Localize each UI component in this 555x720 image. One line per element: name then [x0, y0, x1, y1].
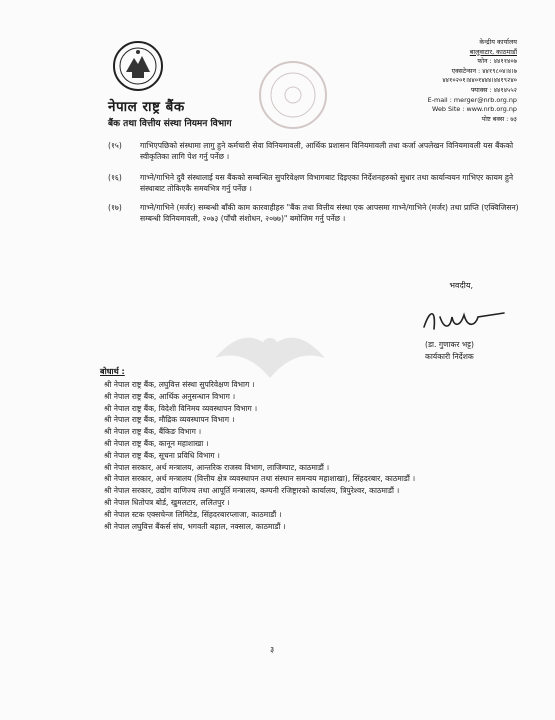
clause-text: गाभ्ने/गाभिने दुवै संस्थालाई यस बैंकको सम्बन्धित सुपरिवेक्षण विभागबाट दिइएका निर्देशनहरुको सुधार तथा कार्यान्वयन गाभिएर कायम हुने संस्थाबाट तोकिएकै समयभित्र गर्नु पर्नेछ । [140, 173, 514, 194]
cc-item: श्री नेपाल सरकार, अर्थ मन्त्रालय, आन्तरिक राजस्व विभाग, लाजिम्पाट, काठमाडौं । [104, 462, 330, 472]
signer-title: कार्यकारी निर्देशक [425, 352, 474, 361]
signature-icon [420, 305, 510, 335]
contact-line: फोन : ४४११४०७ [477, 57, 517, 66]
cc-item: श्री नेपाल धितोपत्र बोर्ड, खुमलटार, ललितपुर । [104, 497, 230, 507]
cc-item: श्री नेपाल लघुवित्त बैंकर्स संघ, भगवती बहाल, नक्साल, काठमाडौं । [104, 521, 286, 531]
org-name: नेपाल राष्ट्र बैंक [108, 99, 185, 115]
page-number: ३ [270, 645, 275, 654]
contact-line: केन्द्रीय कार्यालय [479, 38, 517, 46]
cc-item: श्री नेपाल राष्ट्र बैंक, कानून महाशाखा । [104, 438, 209, 448]
contact-line: फ्याक्स : ४४१४५५२ [470, 85, 517, 94]
cc-item: श्री नेपाल राष्ट्र बैंक, विदेशी विनिमय व्यवस्थापन विभाग । [104, 403, 258, 413]
stamp-seal-icon [258, 60, 328, 130]
cc-item: श्री नेपाल राष्ट्र बैंक, लघुवित्त संस्था सुपरिवेक्षण विभाग । [104, 380, 255, 389]
cc-item: श्री नेपाल स्टक एक्सचेन्ज लिमिटेड, सिंहदरबारप्लाजा, काठमाडौं । [104, 509, 282, 519]
clause-17 [108, 202, 528, 225]
clause-text: गाभ्ने/गाभिने (मर्जर) सम्बन्धी बाँकी काम कारवाहीहरु "बैंक तथा वित्तीय संस्था एक आपसमा गाभ्ने/गाभिने (मर्जर) तथा प्राप्ति (एक्विजिसन) सम्बन्धी विनियमावली, २०७३ (पाँचौ संशोधन, २०७७)" बमोजिम गर्नु पर्नेछ । [140, 203, 519, 224]
clause-number: (१६) [108, 173, 122, 182]
nrb-logo-icon [112, 40, 164, 92]
clause-number: (१५) [108, 141, 122, 150]
department-name: बैंक तथा वित्तीय संस्था नियमन विभाग [108, 119, 232, 129]
contact-line: ४४१०२०१।४४०१४४४।४४१९२४० [442, 76, 517, 85]
cc-item: श्री नेपाल राष्ट्र बैंक, सूचना प्रविधि विभाग । [104, 450, 220, 460]
clause-number: (१७) [108, 203, 122, 212]
salutation: भवदीय, [449, 281, 473, 290]
contact-block [367, 38, 517, 124]
cc-item: श्री नेपाल राष्ट्र बैंक, आर्थिक अनुसन्धान विभाग । [104, 391, 236, 401]
contact-email[interactable]: E-mail : merger@nrb.org.np [427, 95, 517, 104]
contact-line: बालुवाटार, काठमाडौं [469, 47, 517, 56]
contact-line: पोष्ट बक्स : ७३ [481, 114, 517, 123]
clause-16 [108, 172, 528, 195]
signer-name: (डा. गुणाकर भट्ट) [425, 340, 474, 349]
cc-item: श्री नेपाल राष्ट्र बैंक, बैंकिङ विभाग । [104, 427, 202, 437]
cc-list [104, 379, 415, 532]
cc-item: श्री नेपाल सरकार, उद्योग वाणिज्य तथा आपूर्ति मन्त्रालय, कम्पनी रजिष्ट्रारको कार्यालय, त्रिपुरेश्वर, काठमाडौं । [104, 486, 400, 496]
clause-15 [108, 140, 528, 163]
contact-line: एक्सटेन्सन : ४४१९८०४।४।७ [451, 66, 517, 75]
cc-heading: बोधार्थ : [100, 367, 125, 376]
cc-item: श्री नेपाल राष्ट्र बैंक, मौद्रिक व्यवस्थापन विभाग । [104, 415, 235, 425]
cc-item: श्री नेपाल सरकार, अर्थ मन्त्रालय (वित्तीय क्षेत्र व्यवस्थापन तथा संस्थान समन्वय महाशाखा), सिंहदरबार, काठमाडौं । [104, 474, 416, 484]
clause-text: गाभिएपछिको संस्थामा लागु हुने कर्मचारी सेवा विनियमावली, आर्थिक प्रशासन विनियमावली तथा कर्जा अपलेखन विनियमावली यस बैंकको स्वीकृतिका लागि पेश गर्नु पर्नेछ । [140, 141, 514, 162]
contact-website[interactable]: Web Site : www.nrb.org.np [432, 105, 517, 114]
